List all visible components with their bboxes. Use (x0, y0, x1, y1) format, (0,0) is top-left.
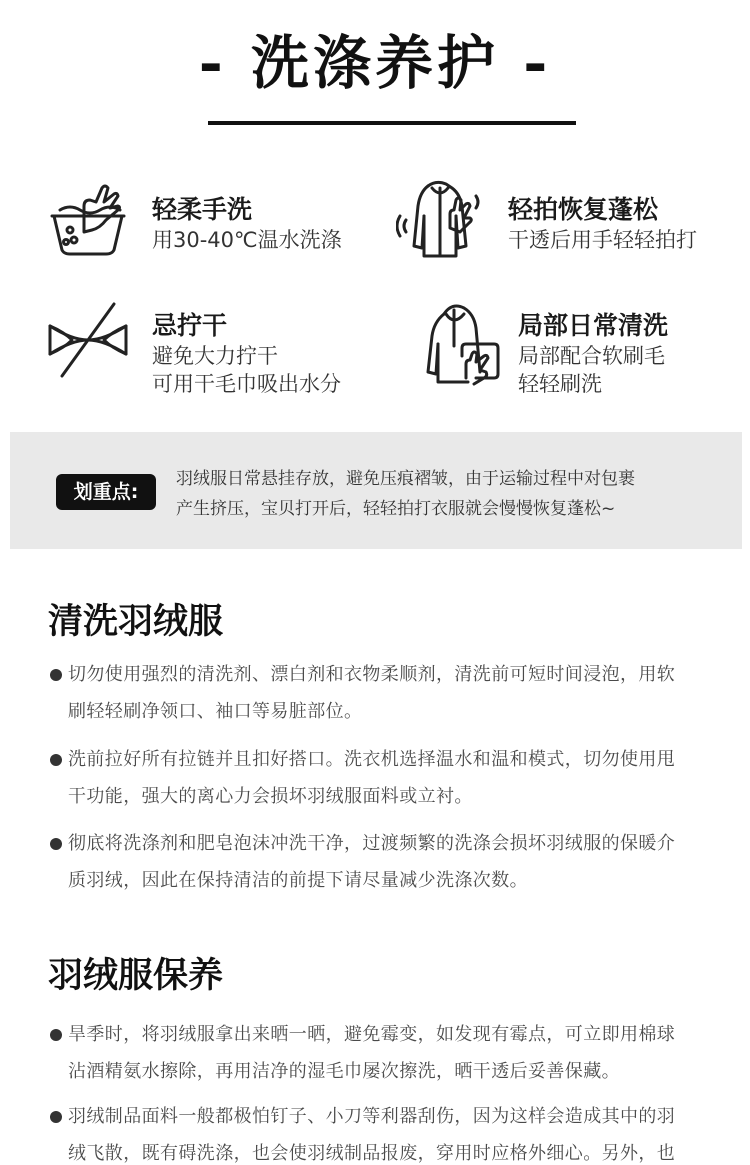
care-line: 用30-40℃温水洗涤 (152, 228, 342, 252)
list-item-line: 洗前拉好所有拉链并且扣好搭口。洗衣机选择温水和温和模式，切勿使用甩 (68, 749, 676, 770)
list-item-line: 彻底将洗涤剂和肥皂泡沫冲洗干净，过渡频繁的洗涤会损坏羽绒服的保暖介 (68, 833, 676, 854)
jacket-pat-icon (396, 176, 484, 264)
bullet-dot (50, 754, 62, 766)
bullet-dot (50, 1111, 62, 1123)
no-wring-icon (44, 296, 132, 384)
list-item-line: 沾酒精氨水擦除，再用洁净的湿毛巾屡次擦洗，晒干透后妥善保藏。 (68, 1061, 620, 1082)
highlight-badge: 划重点: (56, 474, 156, 510)
care-line: 可用干毛巾吸出水分 (152, 372, 341, 396)
bullet-dot (50, 838, 62, 850)
care-title: 轻柔手洗 (152, 195, 253, 224)
list-item-line: 旱季时，将羽绒服拿出来晒一晒，避免霉变，如发现有霉点，可立即用棉球 (68, 1024, 676, 1045)
list-item-line: 切勿使用强烈的清洗剂、漂白剂和衣物柔顺剂，清洗前可短时间浸泡，用软 (68, 664, 676, 685)
title-area (0, 0, 750, 128)
highlight-note (10, 432, 742, 549)
bullet-dot (50, 669, 62, 681)
list-item-line: 干功能，强大的离心力会损坏羽绒服面料或立衬。 (68, 786, 473, 807)
care-line: 避免大力拧干 (152, 344, 278, 368)
bullet-dot (50, 1029, 62, 1041)
care-line: 干透后用手轻轻拍打 (508, 228, 697, 252)
title-underline (208, 121, 576, 125)
list-item-line: 质羽绒，因此在保持清洁的前提下请尽量减少洗涤次数。 (68, 870, 528, 891)
list-item-line: 羽绒制品面料一般都极怕钉子、小刀等利器刮伤，因为这样会造成其中的羽 (68, 1106, 676, 1127)
list-item-line: 刷轻轻刷净领口、袖口等易脏部位。 (68, 701, 363, 722)
note-line: 羽绒服日常悬挂存放，避免压痕褶皱，由于运输过程中对包裹 (176, 469, 635, 489)
care-line: 轻轻刷洗 (518, 372, 602, 396)
list-item-line: 绒飞散，既有碍洗涤，也会使羽绒制品报废，穿用时应格外细心。另外，也 (68, 1143, 676, 1164)
section-title-care: 羽绒服保养 (48, 956, 224, 996)
hand-wash-basin-icon (44, 180, 132, 268)
care-title: 局部日常清洗 (518, 311, 669, 340)
note-line: 产生挤压，宝贝打开后，轻轻拍打衣服就会慢慢恢复蓬松~ (176, 499, 616, 519)
care-line: 局部配合软刷毛 (518, 344, 665, 368)
section-title-wash: 清洗羽绒服 (48, 602, 224, 642)
care-title: 忌拧干 (152, 311, 228, 340)
care-title: 轻拍恢复蓬松 (508, 195, 659, 224)
jacket-brush-icon (414, 300, 502, 388)
page-title: - 洗涤养护 - (198, 29, 552, 97)
